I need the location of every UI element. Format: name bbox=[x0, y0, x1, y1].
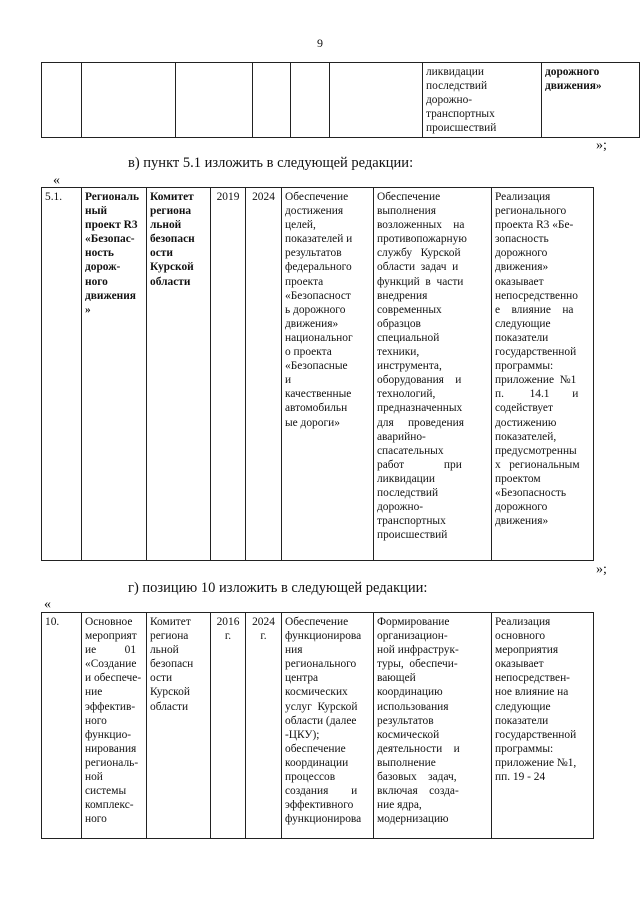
cell-line: следующие bbox=[495, 317, 551, 330]
section-v-intro: в) пункт 5.1 изложить в следующей редакции: bbox=[128, 155, 414, 171]
cell-line: модернизацию bbox=[377, 813, 449, 826]
cell-line: происшествий bbox=[426, 122, 497, 135]
cell-line: вающей bbox=[377, 672, 416, 685]
cell-line: ной bbox=[85, 771, 103, 784]
cell-line: специальной bbox=[377, 331, 440, 344]
cell-line: г. bbox=[224, 630, 232, 643]
row-5-1-start-year: 2019 bbox=[211, 188, 246, 561]
cell-line: 2016 bbox=[216, 616, 240, 628]
cell-line: выполнение bbox=[377, 756, 436, 769]
row-5-1-number: 5.1. bbox=[42, 188, 82, 561]
cell-line: достижения bbox=[285, 205, 344, 218]
cell-line: движения» bbox=[285, 317, 339, 330]
cell-line: «Безопасные bbox=[285, 360, 348, 373]
cell-line: результатов bbox=[377, 714, 434, 727]
cell-line: ь дорожного bbox=[285, 303, 346, 316]
cell-line: льной bbox=[150, 644, 179, 657]
cell-line: инструмента, bbox=[377, 360, 442, 373]
cell-line: нирования bbox=[85, 742, 137, 755]
row-5-1-end-year: 2024 bbox=[246, 188, 282, 561]
cell-line: туры, обеспечи- bbox=[377, 658, 458, 671]
cell-line: достижению bbox=[495, 416, 557, 429]
cell-line: организацион- bbox=[377, 630, 448, 643]
cell-line: космических bbox=[285, 686, 348, 699]
cell-line: области (далее bbox=[285, 714, 357, 727]
cell-line: техники, bbox=[377, 346, 420, 359]
top-cell-empty-1 bbox=[42, 63, 82, 138]
cell-line: эффективного bbox=[285, 799, 354, 812]
row-5-1-link bbox=[492, 188, 594, 561]
cell-line: региона bbox=[150, 205, 192, 218]
cell-line: выполнения bbox=[377, 205, 436, 218]
cell-line: противопожарную bbox=[377, 233, 467, 246]
cell-line: показатели bbox=[495, 331, 549, 344]
cell-line: ния bbox=[285, 644, 303, 657]
cell-line: пп. 19 - 24 bbox=[495, 771, 546, 784]
cell-line: ние ядра, bbox=[377, 799, 422, 812]
cell-line: деятельности и bbox=[377, 742, 460, 755]
cell-line: создания и bbox=[285, 785, 358, 798]
cell-line: службу Курской bbox=[377, 247, 461, 260]
cell-line: оборудования и bbox=[377, 374, 462, 387]
cell-line: государственной bbox=[495, 346, 577, 359]
cell-line: регионального bbox=[495, 205, 567, 218]
cell-line: происшествий bbox=[377, 529, 448, 542]
cell-line: программы: bbox=[495, 360, 554, 373]
row-5-1-name bbox=[82, 188, 147, 561]
cell-line: » bbox=[85, 303, 91, 316]
cell-line: мероприят bbox=[85, 630, 137, 643]
cell-line: функционирова bbox=[285, 630, 362, 643]
cell-line: дорожного bbox=[495, 247, 548, 260]
row-10-link bbox=[492, 613, 594, 839]
cell-line: комплекс- bbox=[85, 799, 134, 812]
cell-line: автомобильн bbox=[285, 402, 348, 415]
cell-line: федерального bbox=[285, 261, 352, 274]
cell-line: льной bbox=[150, 219, 182, 232]
cell-line: спасательных bbox=[377, 444, 444, 457]
cell-line: последствий bbox=[377, 486, 439, 499]
top-table bbox=[41, 62, 640, 138]
cell-line: дорожного bbox=[495, 501, 548, 514]
cell-line: координацию bbox=[377, 686, 443, 699]
cell-line: приложение №1 bbox=[495, 374, 577, 387]
cell-line: движения» bbox=[495, 261, 549, 274]
cell-line: технологий, bbox=[377, 388, 436, 401]
cell-line: х региональным bbox=[495, 458, 580, 471]
cell-line: процессов bbox=[285, 771, 336, 784]
cell-line: дорож- bbox=[85, 261, 121, 274]
cell-line: ые дороги» bbox=[285, 416, 340, 429]
cell-line: результатов bbox=[285, 247, 342, 260]
cell-line: Формирование bbox=[377, 616, 450, 628]
cell-line: для проведения bbox=[377, 416, 464, 429]
cell-line: ликвидации bbox=[377, 472, 435, 485]
top-cell-link bbox=[542, 63, 640, 138]
top-cell-empty-4 bbox=[253, 63, 291, 138]
cell-line: ости bbox=[150, 672, 173, 685]
cell-line: Комитет bbox=[150, 616, 191, 628]
cell-line: п. 14.1 и bbox=[495, 388, 579, 401]
cell-line: содействует bbox=[495, 402, 553, 415]
cell-line: показателей, bbox=[495, 430, 557, 443]
page-number: 9 bbox=[317, 36, 323, 50]
cell-line: транспортных bbox=[426, 108, 495, 121]
cell-line: Обеспечение bbox=[285, 191, 349, 203]
row-10-executor bbox=[147, 613, 211, 839]
cell-line: безопасн bbox=[150, 233, 195, 246]
cell-line: Курской bbox=[150, 261, 194, 274]
cell-line: движения» bbox=[545, 80, 602, 93]
cell-line: Курской bbox=[150, 686, 190, 699]
cell-line: возложенных на bbox=[377, 219, 465, 232]
cell-line: г. bbox=[260, 630, 267, 643]
top-cell-empty-5 bbox=[291, 63, 330, 138]
cell-line: ность bbox=[85, 247, 114, 260]
cell-line: использования bbox=[377, 700, 449, 713]
cell-line: дорожно- bbox=[377, 501, 424, 514]
cell-line: области bbox=[150, 700, 189, 713]
cell-line: -ЦКУ); bbox=[285, 728, 320, 741]
row-10-name bbox=[82, 613, 147, 839]
cell-line: национальног bbox=[285, 331, 353, 344]
cell-line: ное влияние на bbox=[495, 686, 569, 699]
section-g-table bbox=[41, 612, 594, 839]
top-cell-empty-6 bbox=[330, 63, 423, 138]
end-quote-2: »; bbox=[596, 562, 607, 577]
cell-line: Региональ bbox=[85, 191, 140, 203]
cell-line: аварийно- bbox=[377, 430, 426, 443]
section-v-table bbox=[41, 187, 594, 561]
cell-line: региональ- bbox=[85, 756, 139, 769]
row-5-1-result bbox=[374, 188, 492, 561]
cell-line: региона bbox=[150, 630, 189, 643]
cell-line: дорожного bbox=[545, 66, 600, 78]
row-10-goal bbox=[282, 613, 374, 839]
row-10-number: 10. bbox=[42, 613, 82, 839]
cell-line: ние bbox=[85, 686, 103, 699]
end-quote-1: »; bbox=[596, 138, 607, 153]
row-5-1-executor bbox=[147, 188, 211, 561]
row-10-result bbox=[374, 613, 492, 839]
cell-line: предназначенных bbox=[377, 402, 463, 415]
cell-line: и bbox=[285, 374, 292, 387]
cell-line: и обеспече- bbox=[85, 672, 142, 685]
cell-line: включая созда- bbox=[377, 785, 459, 798]
section-g-intro: г) позицию 10 изложить в следующей редакции: bbox=[128, 580, 428, 596]
section-v-open-quote: « bbox=[53, 173, 60, 188]
cell-line: ости bbox=[150, 247, 173, 260]
cell-line: следующие bbox=[495, 700, 551, 713]
cell-line: ной инфраструк- bbox=[377, 644, 459, 657]
cell-line: Обеспечение bbox=[285, 616, 349, 628]
cell-line: Реализация bbox=[495, 616, 551, 628]
cell-line: предусмотренны bbox=[495, 444, 577, 457]
cell-line: приложение №1, bbox=[495, 756, 577, 769]
cell-line: регионального bbox=[285, 658, 357, 671]
cell-line: ликвидации bbox=[426, 66, 484, 78]
cell-line: обеспечение bbox=[285, 742, 346, 755]
cell-line: движения» bbox=[495, 515, 549, 528]
cell-line: мероприятия bbox=[495, 644, 559, 657]
cell-line: ного bbox=[85, 714, 107, 727]
cell-line: движения bbox=[85, 289, 136, 302]
cell-line: работ при bbox=[377, 458, 462, 471]
cell-line: государственной bbox=[495, 728, 577, 741]
cell-line: показатели bbox=[495, 714, 549, 727]
cell-line: образцов bbox=[377, 317, 421, 330]
cell-line: ие 01 bbox=[85, 644, 137, 657]
cell-line: транспортных bbox=[377, 515, 446, 528]
row-5-1-goal bbox=[282, 188, 374, 561]
cell-line: е влияние на bbox=[495, 303, 574, 316]
top-cell-result bbox=[423, 63, 542, 138]
row-10-start-year bbox=[211, 613, 246, 839]
cell-line: проекта R3 «Бе- bbox=[495, 219, 574, 232]
cell-line: внедрения bbox=[377, 289, 428, 302]
cell-line: проект R3 bbox=[85, 219, 138, 232]
cell-line: безопасн bbox=[150, 658, 194, 671]
cell-line: центра bbox=[285, 672, 319, 685]
top-cell-empty-3 bbox=[176, 63, 253, 138]
cell-line: Основное bbox=[85, 616, 133, 628]
cell-line: основного bbox=[495, 630, 546, 643]
cell-line: непосредственно bbox=[495, 289, 578, 302]
cell-line: оказывает bbox=[495, 275, 544, 288]
cell-line: оказывает bbox=[495, 658, 544, 671]
cell-line: Обеспечение bbox=[377, 191, 441, 203]
cell-line: проектом bbox=[495, 472, 541, 485]
cell-line: области задач и bbox=[377, 261, 459, 274]
cell-line: «Безопасност bbox=[285, 289, 351, 302]
cell-line: «Безопасность bbox=[495, 486, 567, 499]
cell-line: эффектив- bbox=[85, 700, 136, 713]
cell-line: проекта bbox=[285, 275, 324, 288]
cell-line: функционирова bbox=[285, 813, 362, 826]
cell-line: качественные bbox=[285, 388, 352, 401]
cell-line: о проекта bbox=[285, 346, 332, 359]
cell-line: программы: bbox=[495, 742, 554, 755]
cell-line: зопасность bbox=[495, 233, 549, 246]
cell-line: Реализация bbox=[495, 191, 551, 203]
cell-line: целей, bbox=[285, 219, 316, 232]
cell-line: «Создание bbox=[85, 658, 137, 671]
cell-line: услуг Курской bbox=[285, 700, 358, 713]
cell-line: непосредствен- bbox=[495, 672, 570, 685]
section-g-open-quote: « bbox=[44, 597, 51, 612]
cell-line: координации bbox=[285, 756, 349, 769]
cell-line: ного bbox=[85, 813, 107, 826]
cell-line: последствий bbox=[426, 80, 488, 93]
cell-line: современных bbox=[377, 303, 442, 316]
cell-line: системы bbox=[85, 785, 127, 798]
cell-line: базовых задач, bbox=[377, 771, 457, 784]
cell-line: 2024 bbox=[252, 616, 275, 628]
cell-line: функцио- bbox=[85, 728, 132, 741]
cell-line: ного bbox=[85, 275, 108, 288]
cell-line: ный bbox=[85, 205, 108, 218]
cell-line: дорожно- bbox=[426, 94, 473, 107]
cell-line: области bbox=[150, 275, 191, 288]
cell-line: функций в части bbox=[377, 275, 464, 288]
cell-line: показателей и bbox=[285, 233, 353, 246]
cell-line: Комитет bbox=[150, 191, 194, 203]
cell-line: «Безопас- bbox=[85, 233, 135, 246]
cell-line: космической bbox=[377, 728, 440, 741]
top-cell-empty-2 bbox=[82, 63, 176, 138]
row-10-end-year bbox=[246, 613, 282, 839]
